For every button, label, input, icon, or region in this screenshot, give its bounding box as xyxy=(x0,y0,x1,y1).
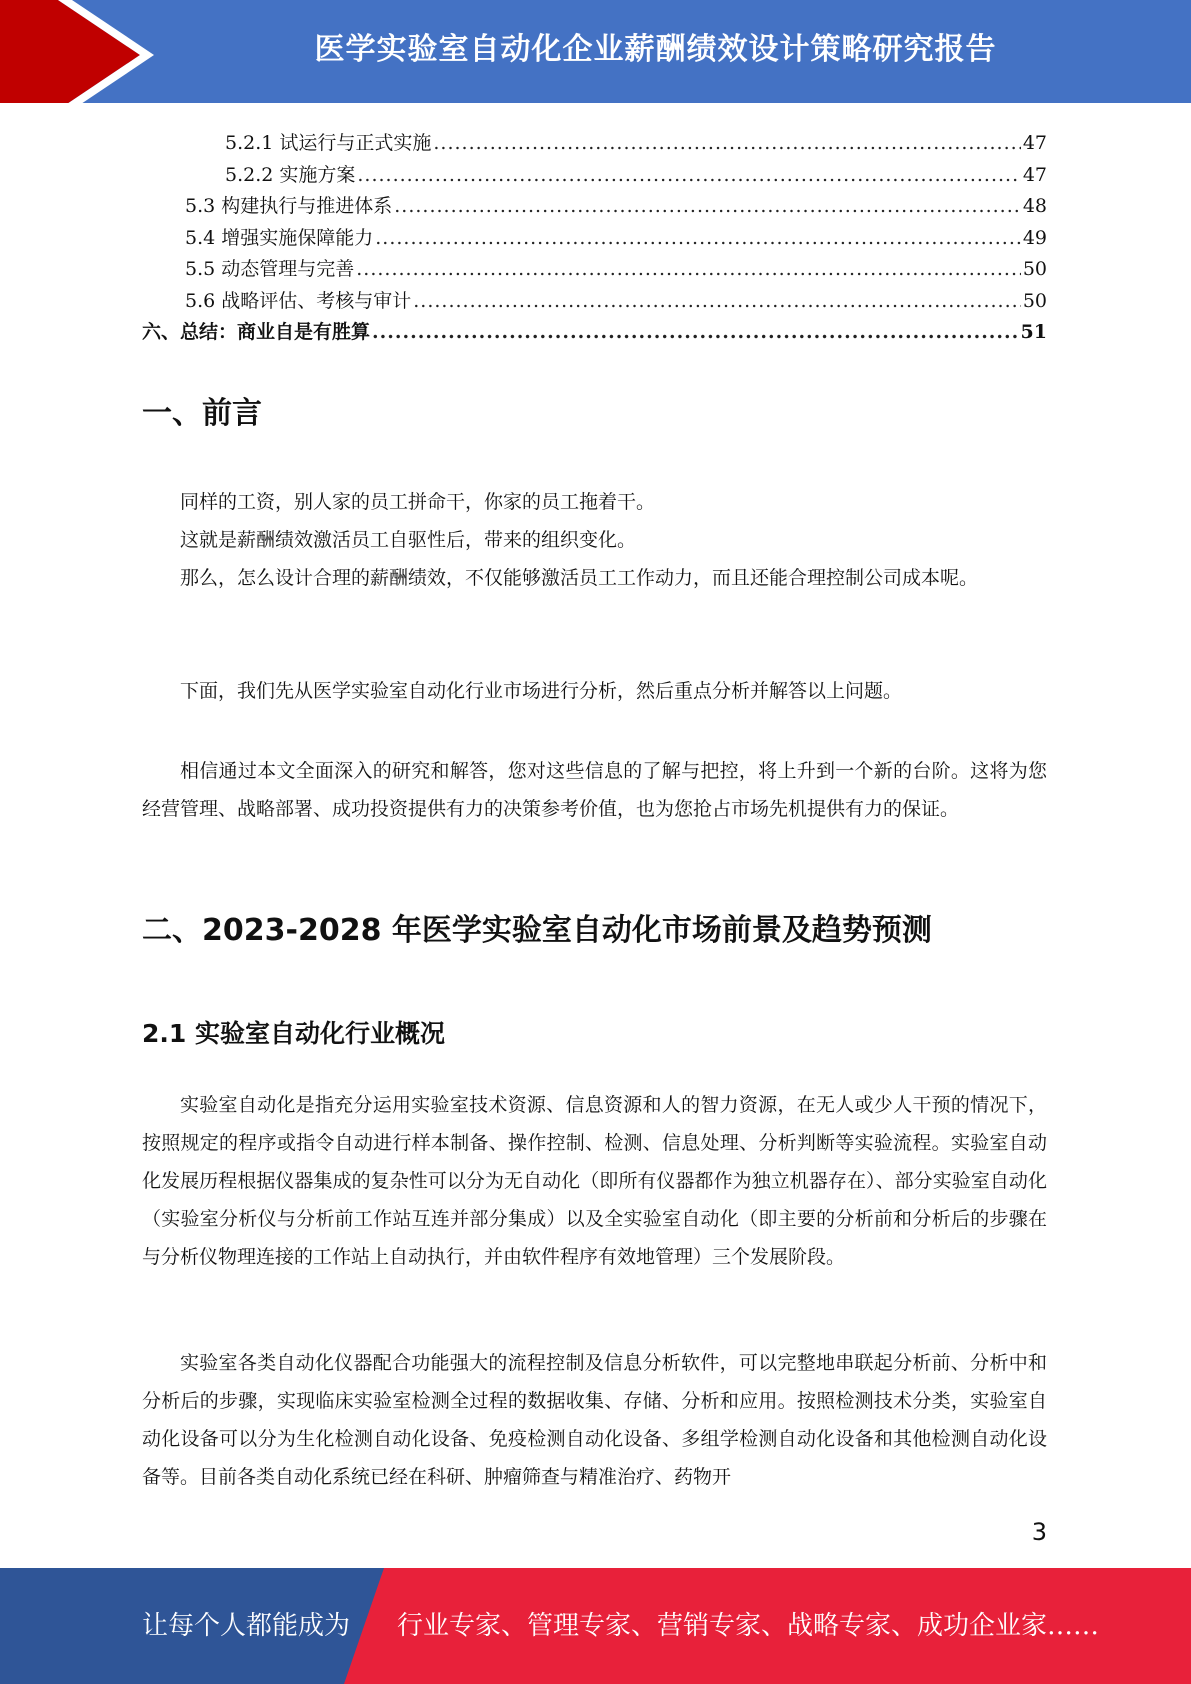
toc-entry-page: 48 xyxy=(1022,195,1047,217)
toc-entry-page: 50 xyxy=(1022,289,1047,312)
toc-entry-label: 5.3 构建执行与推进体系 xyxy=(185,195,393,217)
toc-entry-label: 5.4 增强实施保障能力 xyxy=(185,226,374,249)
toc-leader-dots xyxy=(372,321,1019,343)
body-paragraph: 下面，我们先从医学实验室自动化行业市场进行分析，然后重点分析并解答以上问题。 xyxy=(180,680,903,702)
toc-entry-page: 50 xyxy=(1022,258,1047,280)
header-title: 医学实验室自动化企业薪酬绩效设计策略研究报告 xyxy=(314,32,997,67)
body-paragraph: 实验室各类自动化仪器配合功能强大的流程控制及信息分析软件，可以完整地串联起分析前、分析中和分析后的步骤，实现临床实验室检测全过程的数据收集、存储、分析和应用。按照检测技术分类，实验室自动化设备可以分为生化检测自动化设备、免疫检测自动化设备、多组学检测自动化设备和其他检测自动化设备等。目前各类自动化系统已经在科研、肿瘤筛查与精准治疗、药物开 xyxy=(142,1352,1047,1488)
toc-entry-page: 47 xyxy=(1022,132,1047,154)
toc-entry-label: 5.6 战略评估、考核与审计 xyxy=(185,289,412,312)
table-of-contents xyxy=(142,128,1047,349)
page-header xyxy=(0,0,1191,110)
toc-entry[interactable] xyxy=(142,286,1047,318)
toc-entry-label: 5.5 动态管理与完善 xyxy=(185,258,355,280)
toc-entry-label: 5.2.2 实施方案 xyxy=(225,163,356,186)
body-paragraph: 实验室自动化是指充分运用实验室技术资源、信息资源和人的智力资源，在无人或少人干预的情况下，按照规定的程序或指令自动进行样本制备、操作控制、检测、信息处理、分析判断等实验流程。实验室自动化发展历程根据仪器集成的复杂性可以分为无自动化（即所有仪器都作为独立机器存在）、部分实验室自动化（实验室分析仪与分析前工作站互连并部分集成）以及全实验室自动化（即主要的分析前和分析后的步骤在与分析仪物理连接的工作站上自动执行，并由软件程序有效地管理）三个发展阶段。 xyxy=(142,1094,1047,1268)
body-paragraph: 那么，怎么设计合理的薪酬绩效，不仅能够激活员工工作动力，而且还能合理控制公司成本呢。 xyxy=(180,567,979,589)
page-number: 3 xyxy=(1031,1518,1047,1546)
toc-leader-dots xyxy=(413,290,1021,312)
toc-entry[interactable] xyxy=(142,223,1047,255)
section-heading-preface: 一、前言 xyxy=(142,396,262,431)
toc-entry[interactable] xyxy=(142,317,1047,349)
body-paragraph: 这就是薪酬绩效激活员工自驱性后，带来的组织变化。 xyxy=(180,529,637,551)
footer-slogan-left: 让每个人都能成为 xyxy=(142,1611,351,1641)
page-footer xyxy=(0,1568,1191,1684)
toc-entry[interactable] xyxy=(142,254,1047,286)
toc-entry-page: 47 xyxy=(1022,163,1047,186)
body-paragraph: 同样的工资，别人家的员工拼命干，你家的员工拖着干。 xyxy=(180,491,656,513)
toc-entry-label: 5.2.1 试运行与正式实施 xyxy=(225,132,432,154)
toc-leader-dots xyxy=(433,132,1020,154)
toc-entry[interactable] xyxy=(142,160,1047,192)
subsection-heading-industry-overview: 2.1 实验室自动化行业概况 xyxy=(142,1019,445,1048)
footer-slogan-right: 行业专家、管理专家、营销专家、战略专家、成功企业家…… xyxy=(397,1611,1100,1641)
toc-entry[interactable] xyxy=(142,128,1047,160)
toc-entry-label: 六、总结：商业自是有胜算 xyxy=(142,321,371,343)
toc-entry-page: 51 xyxy=(1020,321,1047,343)
toc-leader-dots xyxy=(357,164,1020,186)
toc-leader-dots xyxy=(394,195,1021,217)
toc-entry[interactable] xyxy=(142,191,1047,223)
toc-leader-dots xyxy=(356,258,1021,280)
toc-leader-dots xyxy=(375,227,1021,249)
toc-entry-page: 49 xyxy=(1022,226,1047,249)
section-heading-market-outlook: 二、2023-2028 年医学实验室自动化市场前景及趋势预测 xyxy=(142,913,932,948)
body-paragraph: 相信通过本文全面深入的研究和解答，您对这些信息的了解与把控，将上升到一个新的台阶。这将为您经营管理、战略部署、成功投资提供有力的决策参考价值，也为您抢占市场先机提供有力的保证。 xyxy=(142,760,1047,820)
